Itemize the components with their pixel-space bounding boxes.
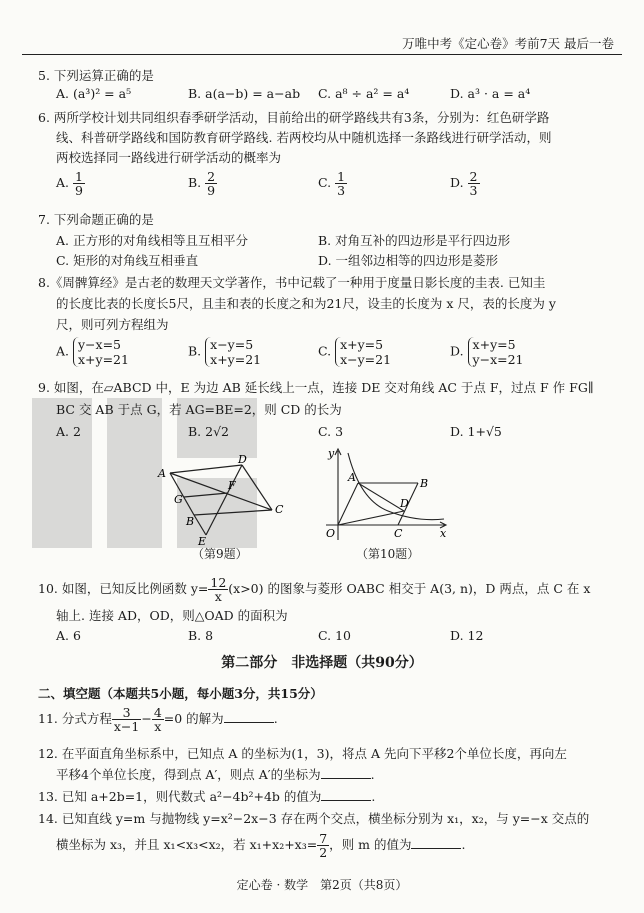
fig9-label-g: G xyxy=(174,493,183,506)
fig10-label-b: B xyxy=(420,477,429,490)
q11-line: 11. 分式方程 $\frac{3}{x-1}$ − $\frac{4}{x}$ =0 的解为 . xyxy=(38,705,278,734)
q7-option-a: A. 正方形的对角线相等且互相平分 xyxy=(56,233,248,248)
q7-option-d: D. 一组邻边相等的四边形是菱形 xyxy=(318,253,499,268)
q6-option-d: D. $\frac{2}{3}$ xyxy=(450,169,478,198)
q9-option-c: C. 3 xyxy=(318,424,344,439)
q6-line1: 6. 两所学校计划共同组织春季研学活动，目前给出的研学路线共有3条，分别为：红色研学路 xyxy=(38,110,550,125)
q5-option-d: D. a³ · a = a⁴ xyxy=(450,86,531,101)
fig9-label-c: C xyxy=(275,503,284,516)
fig9-diagonal-ac xyxy=(170,473,272,510)
q14-line2: 横坐标为 x₃，并且 x₁<x₃<x₂，若 x₁+x₂+x₃= $\frac{7}{2}$ ，则 m 的值为 . xyxy=(56,831,466,860)
q8-line3: 尺，则可列方程组为 xyxy=(56,317,169,332)
q12-answer-blank xyxy=(321,766,371,779)
q9-option-a: A. 2 xyxy=(56,424,81,439)
figure-9-parallelogram xyxy=(150,455,300,545)
q9-line1: 9. 如图，在▱ABCD 中，E 为边 AB 延长线上一点，连接 DE 交对角线 AC 于点 F，过点 F 作 FG∥ xyxy=(38,380,594,395)
fig9-edge-ad xyxy=(170,465,242,473)
q10-option-d: D. 12 xyxy=(450,628,484,643)
q12-line1: 12. 在平面直角坐标系中，已知点 A 的坐标为(1，3)，将点 A 先向下平移2个单位长度，再向左 xyxy=(38,746,567,761)
header-rule xyxy=(22,54,622,55)
fig9-edge-be xyxy=(194,515,206,535)
fig9-segment-fg xyxy=(184,493,228,497)
q10-line1: 10. 如图，已知反比例函数 y= $\frac{12}{x}$ (x>0) 的图象与菱形 OABC 相交于 A(3, n)，D 两点，点 C 在 x xyxy=(38,575,591,604)
q7-stem: 7. 下列命题正确的是 xyxy=(38,212,154,227)
fig9-label-d: D xyxy=(238,455,247,466)
fig10-label-o: O xyxy=(326,527,336,540)
fig10-label-x: x xyxy=(440,527,447,540)
q9-option-b: B. 2√2 xyxy=(188,424,230,439)
fig9-label-e: E xyxy=(198,535,207,545)
q5-option-c: C. a⁸ ÷ a² = a⁴ xyxy=(318,86,410,101)
fig10-edge-oa xyxy=(338,483,358,525)
fig10-segment-ad xyxy=(358,483,404,511)
q7-option-b: B. 对角互补的四边形是平行四边形 xyxy=(318,233,511,248)
fig9-edge-bc xyxy=(194,510,272,515)
fig10-label-c: C xyxy=(394,527,403,540)
q9-option-d: D. 1+√5 xyxy=(450,424,502,439)
q10-option-b: B. 8 xyxy=(188,628,214,643)
q8-option-b: B. x−y=5 x+y=21 xyxy=(188,337,262,367)
q13-answer-blank xyxy=(321,788,371,801)
section-2-title: 第二部分 非选择题（共90分） xyxy=(221,655,423,671)
fig9-edge-dc xyxy=(242,465,272,510)
q14-line1: 14. 已知直线 y=m 与抛物线 y=x²−2x−3 存在两个交点，横坐标分别为 x₁，x₂，与 y=−x 交点的 xyxy=(38,811,590,826)
q7-option-c: C. 矩形的对角线互相垂直 xyxy=(56,253,199,268)
figure-10-graph xyxy=(318,445,458,545)
q10-option-a: A. 6 xyxy=(56,628,81,643)
q8-line1: 8.《周髀算经》是古老的数理天文学著作，书中记载了一种用于度量日影长度的圭表. 已知圭 xyxy=(38,275,546,290)
fig9-label-a: A xyxy=(158,467,166,480)
q5-stem: 5. 下列运算正确的是 xyxy=(38,68,154,83)
fig9-label-b: B xyxy=(186,515,195,528)
fig9-segment-de xyxy=(206,465,242,535)
q13-line: 13. 已知 a+2b=1，则代数式 a²−4b²+4b 的值为 . xyxy=(38,789,376,804)
page-header: 万唯中考《定心卷》考前7天 最后一卷 xyxy=(402,36,614,51)
fig10-segment-od xyxy=(338,511,404,525)
q8-option-d: D. x+y=5 y−x=21 xyxy=(450,337,524,367)
fig10-label-a: A xyxy=(348,471,356,484)
q9-line2: BC 交 AB 于点 G，若 AG=BE=2，则 CD 的长为 xyxy=(56,402,342,417)
q6-line2: 线、科普研学路线和国防教育研学路线. 若两校均从中随机选择一条路线进行研学活动，则 xyxy=(56,130,552,145)
q8-line2: 的长度比表的长度长5尺，且圭和表的长度之和为21尺，设圭的长度为 x 尺，表的长度为 y xyxy=(56,296,556,311)
q14-answer-blank xyxy=(411,836,461,849)
figure-9-caption: （第9题） xyxy=(192,547,248,561)
q10-option-c: C. 10 xyxy=(318,628,351,643)
q12-line2: 平移4个单位长度，得到点 A′，则点 A′的坐标为 . xyxy=(56,767,375,782)
fig10-label-y: y xyxy=(328,447,335,460)
fig9-label-f: F xyxy=(228,479,236,492)
fill-in-heading: 二、填空题（本题共5小题，每小题3分，共15分） xyxy=(38,686,323,701)
q8-option-a: A. y−x=5 x+y=21 xyxy=(56,337,129,367)
fig10-label-d: D xyxy=(400,497,409,510)
q6-line3: 两校选择同一路线进行研学活动的概率为 xyxy=(56,150,282,165)
q6-option-c: C. $\frac{1}{3}$ xyxy=(318,169,346,198)
q8-option-c: C. x+y=5 x−y=21 xyxy=(318,337,392,367)
q5-option-b: B. a(a−b) = a−ab xyxy=(188,86,301,101)
q6-option-a: A. $\frac{1}{9}$ xyxy=(56,169,83,198)
q10-line2: 轴上. 连接 AD，OD，则△OAD 的面积为 xyxy=(56,608,288,623)
q6-option-b: B. $\frac{2}{9}$ xyxy=(188,169,216,198)
q5-option-a: A. (a³)² = a⁵ xyxy=(56,86,132,101)
page-footer: 定心卷 · 数学 第2页（共8页） xyxy=(236,878,408,892)
figure-10-caption: （第10题） xyxy=(356,547,420,561)
q11-answer-blank xyxy=(224,710,274,723)
